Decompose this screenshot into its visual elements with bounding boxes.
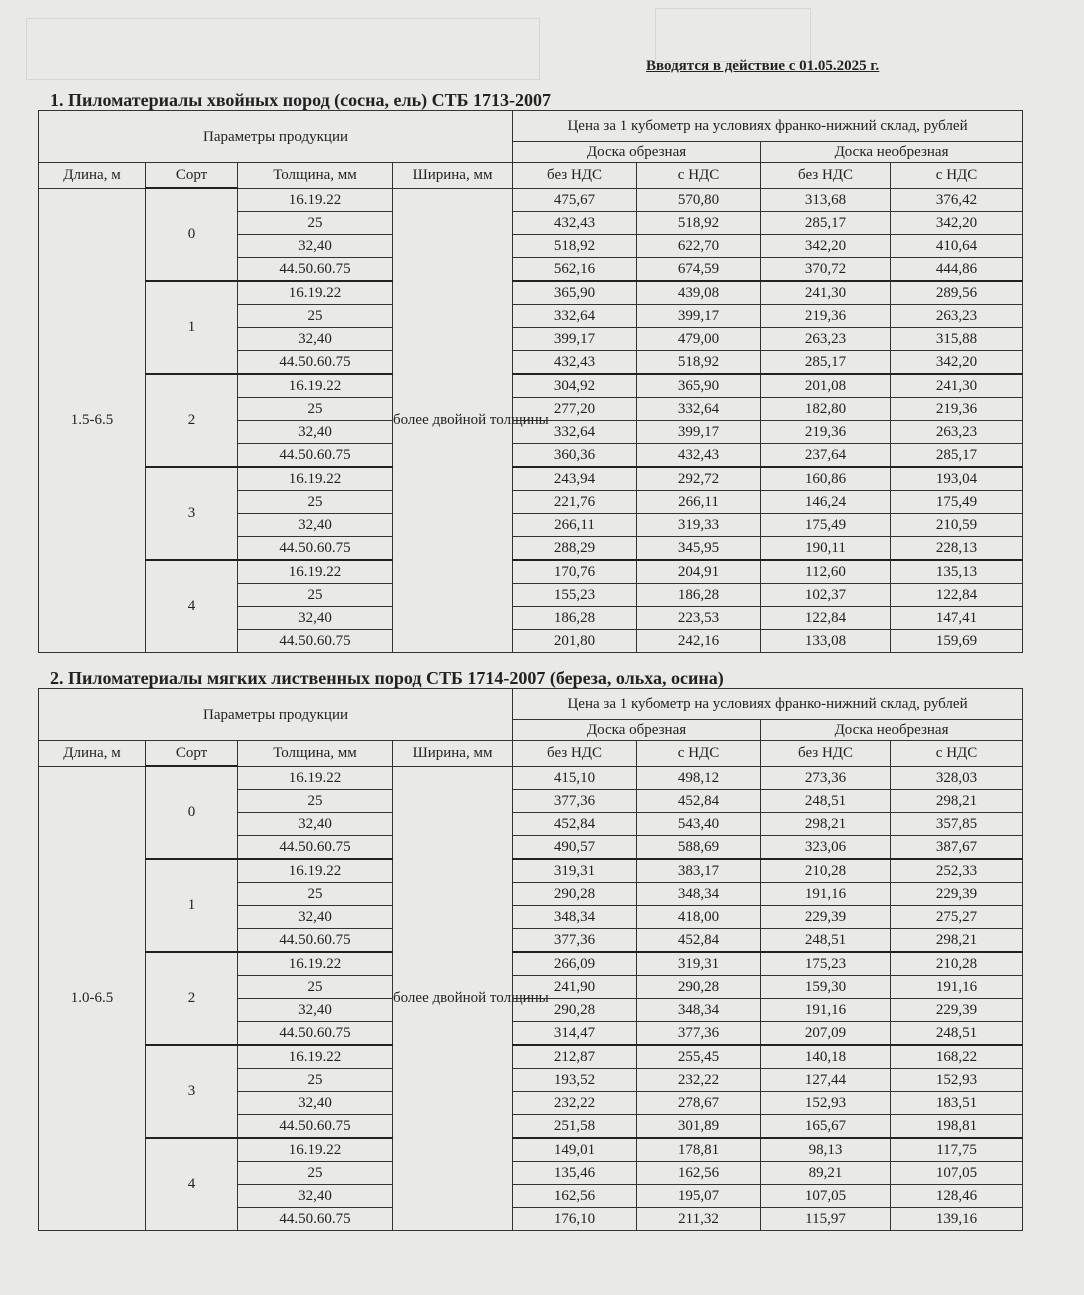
unedged-vat-cell: 342,20: [891, 211, 1023, 234]
col-grade-header: Сорт: [146, 163, 238, 189]
table-row: [39, 859, 1023, 883]
thickness-cell: 32,40: [238, 812, 393, 835]
thickness-cell: 25: [238, 789, 393, 812]
edged-vat-cell: 319,33: [637, 513, 761, 536]
price-table-hardwood: [38, 688, 1023, 1231]
section-2-title: 2. Пиломатериалы мягких лиственных пород СТБ 1714-2007 (береза, ольха, осина): [50, 668, 724, 688]
col-edged-vat-header: с НДС: [637, 741, 761, 767]
edged-no-vat-cell: 135,46: [513, 1161, 637, 1184]
col-edged-no-vat-header: без НДС: [513, 741, 637, 767]
thickness-cell: 32,40: [238, 327, 393, 350]
unedged-vat-cell: 183,51: [891, 1091, 1023, 1114]
unedged-vat-cell: 135,13: [891, 560, 1023, 584]
thickness-cell: 44.50.60.75: [238, 350, 393, 374]
unedged-no-vat-cell: 191,16: [761, 998, 891, 1021]
thickness-cell: 32,40: [238, 1091, 393, 1114]
edged-no-vat-cell: 186,28: [513, 606, 637, 629]
thickness-cell: 44.50.60.75: [238, 536, 393, 560]
price-table-softwood: [38, 110, 1023, 653]
col-thickness-header: Толщина, мм: [238, 163, 393, 189]
edged-no-vat-cell: 475,67: [513, 188, 637, 211]
unedged-no-vat-cell: 229,39: [761, 905, 891, 928]
unedged-vat-cell: 298,21: [891, 928, 1023, 952]
thickness-cell: 44.50.60.75: [238, 443, 393, 467]
edged-vat-cell: 383,17: [637, 859, 761, 883]
unedged-vat-cell: 228,13: [891, 536, 1023, 560]
edged-no-vat-cell: 314,47: [513, 1021, 637, 1045]
edged-no-vat-cell: 360,36: [513, 443, 637, 467]
edged-no-vat-cell: 452,84: [513, 812, 637, 835]
edged-vat-cell: 452,84: [637, 789, 761, 812]
thickness-cell: 16.19.22: [238, 188, 393, 211]
edged-vat-cell: 345,95: [637, 536, 761, 560]
thickness-cell: 44.50.60.75: [238, 1114, 393, 1138]
edged-no-vat-cell: 232,22: [513, 1091, 637, 1114]
edged-no-vat-cell: 251,58: [513, 1114, 637, 1138]
thickness-cell: 16.19.22: [238, 1045, 393, 1069]
grade-cell: 1: [146, 281, 238, 374]
unedged-no-vat-cell: 370,72: [761, 257, 891, 281]
edged-vat-cell: 186,28: [637, 583, 761, 606]
unedged-no-vat-cell: 182,80: [761, 397, 891, 420]
unedged-vat-cell: 168,22: [891, 1045, 1023, 1069]
unedged-vat-cell: 241,30: [891, 374, 1023, 398]
edged-vat-cell: 543,40: [637, 812, 761, 835]
edged-vat-cell: 432,43: [637, 443, 761, 467]
unedged-no-vat-cell: 285,17: [761, 350, 891, 374]
unedged-vat-cell: 147,41: [891, 606, 1023, 629]
edged-vat-cell: 204,91: [637, 560, 761, 584]
thickness-cell: 32,40: [238, 234, 393, 257]
table-row: [39, 952, 1023, 976]
thickness-cell: 25: [238, 211, 393, 234]
unedged-no-vat-cell: 323,06: [761, 835, 891, 859]
edged-no-vat-cell: 319,31: [513, 859, 637, 883]
unedged-vat-cell: 376,42: [891, 188, 1023, 211]
edged-no-vat-cell: 266,11: [513, 513, 637, 536]
edged-vat-cell: 418,00: [637, 905, 761, 928]
grade-cell: 2: [146, 952, 238, 1045]
edged-vat-cell: 242,16: [637, 629, 761, 652]
grade-cell: 3: [146, 467, 238, 560]
edged-no-vat-cell: 290,28: [513, 998, 637, 1021]
edged-vat-cell: 319,31: [637, 952, 761, 976]
unedged-board-header: Доска необрезная: [761, 720, 1023, 741]
unedged-no-vat-cell: 133,08: [761, 629, 891, 652]
grade-cell: 2: [146, 374, 238, 467]
edged-vat-cell: 518,92: [637, 211, 761, 234]
bleed-through-box-left: [26, 18, 540, 80]
unedged-no-vat-cell: 207,09: [761, 1021, 891, 1045]
unedged-vat-cell: 263,23: [891, 304, 1023, 327]
edged-vat-cell: 479,00: [637, 327, 761, 350]
grade-cell: 1: [146, 859, 238, 952]
table-row: [39, 188, 1023, 211]
unedged-board-header: Доска необрезная: [761, 142, 1023, 163]
section-1-title: 1. Пиломатериалы хвойных пород (сосна, ель) СТБ 1713-2007: [50, 90, 552, 110]
edged-vat-cell: 365,90: [637, 374, 761, 398]
edged-vat-cell: 255,45: [637, 1045, 761, 1069]
unedged-vat-cell: 107,05: [891, 1161, 1023, 1184]
edged-vat-cell: 570,80: [637, 188, 761, 211]
edged-no-vat-cell: 290,28: [513, 882, 637, 905]
edged-no-vat-cell: 562,16: [513, 257, 637, 281]
edged-vat-cell: 498,12: [637, 766, 761, 789]
unedged-no-vat-cell: 237,64: [761, 443, 891, 467]
thickness-cell: 44.50.60.75: [238, 1021, 393, 1045]
grade-cell: 4: [146, 1138, 238, 1231]
unedged-vat-cell: 128,46: [891, 1184, 1023, 1207]
edged-vat-cell: 399,17: [637, 304, 761, 327]
table-row: [39, 1138, 1023, 1162]
unedged-vat-cell: 275,27: [891, 905, 1023, 928]
col-width-header: Ширина, мм: [393, 741, 513, 767]
edged-no-vat-cell: 155,23: [513, 583, 637, 606]
unedged-no-vat-cell: 102,37: [761, 583, 891, 606]
thickness-cell: 32,40: [238, 513, 393, 536]
edged-no-vat-cell: 348,34: [513, 905, 637, 928]
thickness-cell: 32,40: [238, 1184, 393, 1207]
edged-no-vat-cell: 399,17: [513, 327, 637, 350]
unedged-vat-cell: 210,28: [891, 952, 1023, 976]
effective-date: Вводятся в действие с 01.05.2025 г.: [646, 58, 880, 74]
unedged-no-vat-cell: 313,68: [761, 188, 891, 211]
unedged-no-vat-cell: 248,51: [761, 928, 891, 952]
unedged-vat-cell: 229,39: [891, 882, 1023, 905]
thickness-cell: 16.19.22: [238, 859, 393, 883]
unedged-vat-cell: 117,75: [891, 1138, 1023, 1162]
unedged-no-vat-cell: 219,36: [761, 304, 891, 327]
unedged-vat-cell: 410,64: [891, 234, 1023, 257]
unedged-vat-cell: 229,39: [891, 998, 1023, 1021]
unedged-no-vat-cell: 122,84: [761, 606, 891, 629]
edged-vat-cell: 278,67: [637, 1091, 761, 1114]
edged-no-vat-cell: 304,92: [513, 374, 637, 398]
unedged-vat-cell: 444,86: [891, 257, 1023, 281]
unedged-vat-cell: 387,67: [891, 835, 1023, 859]
edged-no-vat-cell: 201,80: [513, 629, 637, 652]
thickness-cell: 44.50.60.75: [238, 1207, 393, 1230]
edged-board-header: Доска обрезная: [513, 720, 761, 741]
edged-vat-cell: 348,34: [637, 998, 761, 1021]
edged-no-vat-cell: 212,87: [513, 1045, 637, 1069]
unedged-vat-cell: 315,88: [891, 327, 1023, 350]
thickness-cell: 16.19.22: [238, 560, 393, 584]
unedged-no-vat-cell: 210,28: [761, 859, 891, 883]
thickness-cell: 44.50.60.75: [238, 629, 393, 652]
unedged-vat-cell: 357,85: [891, 812, 1023, 835]
edged-vat-cell: 399,17: [637, 420, 761, 443]
unedged-vat-cell: 191,16: [891, 975, 1023, 998]
unedged-no-vat-cell: 263,23: [761, 327, 891, 350]
length-cell: 1.0-6.5: [39, 766, 146, 1230]
thickness-cell: 32,40: [238, 905, 393, 928]
edged-no-vat-cell: 377,36: [513, 928, 637, 952]
unedged-vat-cell: 152,93: [891, 1068, 1023, 1091]
width-cell: более двойной толщины: [393, 766, 513, 1230]
price-header: Цена за 1 кубометр на условиях франко-нижний склад, рублей: [513, 111, 1023, 142]
unedged-no-vat-cell: 248,51: [761, 789, 891, 812]
unedged-vat-cell: 219,36: [891, 397, 1023, 420]
edged-vat-cell: 588,69: [637, 835, 761, 859]
thickness-cell: 16.19.22: [238, 952, 393, 976]
edged-vat-cell: 162,56: [637, 1161, 761, 1184]
thickness-cell: 16.19.22: [238, 1138, 393, 1162]
price-header: Цена за 1 кубометр на условиях франко-нижний склад, рублей: [513, 689, 1023, 720]
edged-vat-cell: 518,92: [637, 350, 761, 374]
edged-vat-cell: 377,36: [637, 1021, 761, 1045]
thickness-cell: 25: [238, 1161, 393, 1184]
edged-vat-cell: 348,34: [637, 882, 761, 905]
edged-no-vat-cell: 176,10: [513, 1207, 637, 1230]
col-unedged-no-vat-header: без НДС: [761, 741, 891, 767]
unedged-vat-cell: 175,49: [891, 490, 1023, 513]
grade-cell: 0: [146, 188, 238, 281]
col-length-header: Длина, м: [39, 163, 146, 189]
thickness-cell: 25: [238, 397, 393, 420]
unedged-vat-cell: 252,33: [891, 859, 1023, 883]
unedged-no-vat-cell: 107,05: [761, 1184, 891, 1207]
unedged-no-vat-cell: 165,67: [761, 1114, 891, 1138]
unedged-vat-cell: 210,59: [891, 513, 1023, 536]
unedged-no-vat-cell: 89,21: [761, 1161, 891, 1184]
edged-no-vat-cell: 162,56: [513, 1184, 637, 1207]
edged-no-vat-cell: 288,29: [513, 536, 637, 560]
thickness-cell: 25: [238, 583, 393, 606]
edged-vat-cell: 195,07: [637, 1184, 761, 1207]
thickness-cell: 32,40: [238, 420, 393, 443]
thickness-cell: 25: [238, 490, 393, 513]
unedged-no-vat-cell: 175,49: [761, 513, 891, 536]
col-grade-header: Сорт: [146, 741, 238, 767]
unedged-vat-cell: 193,04: [891, 467, 1023, 491]
table-row: [39, 1045, 1023, 1069]
unedged-no-vat-cell: 98,13: [761, 1138, 891, 1162]
edged-vat-cell: 452,84: [637, 928, 761, 952]
unedged-no-vat-cell: 342,20: [761, 234, 891, 257]
edged-no-vat-cell: 266,09: [513, 952, 637, 976]
col-width-header: Ширина, мм: [393, 163, 513, 189]
unedged-vat-cell: 248,51: [891, 1021, 1023, 1045]
edged-vat-cell: 292,72: [637, 467, 761, 491]
edged-no-vat-cell: 149,01: [513, 1138, 637, 1162]
unedged-no-vat-cell: 127,44: [761, 1068, 891, 1091]
unedged-no-vat-cell: 115,97: [761, 1207, 891, 1230]
unedged-vat-cell: 342,20: [891, 350, 1023, 374]
unedged-vat-cell: 122,84: [891, 583, 1023, 606]
unedged-no-vat-cell: 160,86: [761, 467, 891, 491]
unedged-vat-cell: 159,69: [891, 629, 1023, 652]
unedged-no-vat-cell: 175,23: [761, 952, 891, 976]
edged-vat-cell: 290,28: [637, 975, 761, 998]
unedged-no-vat-cell: 219,36: [761, 420, 891, 443]
unedged-vat-cell: 198,81: [891, 1114, 1023, 1138]
col-unedged-vat-header: с НДС: [891, 741, 1023, 767]
edged-no-vat-cell: 332,64: [513, 420, 637, 443]
edged-no-vat-cell: 221,76: [513, 490, 637, 513]
edged-vat-cell: 332,64: [637, 397, 761, 420]
edged-no-vat-cell: 365,90: [513, 281, 637, 305]
edged-no-vat-cell: 277,20: [513, 397, 637, 420]
edged-no-vat-cell: 377,36: [513, 789, 637, 812]
thickness-cell: 16.19.22: [238, 374, 393, 398]
edged-vat-cell: 622,70: [637, 234, 761, 257]
unedged-no-vat-cell: 159,30: [761, 975, 891, 998]
unedged-no-vat-cell: 146,24: [761, 490, 891, 513]
thickness-cell: 16.19.22: [238, 281, 393, 305]
edged-no-vat-cell: 415,10: [513, 766, 637, 789]
thickness-cell: 44.50.60.75: [238, 257, 393, 281]
col-length-header: Длина, м: [39, 741, 146, 767]
unedged-vat-cell: 289,56: [891, 281, 1023, 305]
edged-vat-cell: 266,11: [637, 490, 761, 513]
col-edged-no-vat-header: без НДС: [513, 163, 637, 189]
edged-vat-cell: 178,81: [637, 1138, 761, 1162]
edged-board-header: Доска обрезная: [513, 142, 761, 163]
thickness-cell: 32,40: [238, 606, 393, 629]
thickness-cell: 25: [238, 882, 393, 905]
unedged-vat-cell: 263,23: [891, 420, 1023, 443]
unedged-no-vat-cell: 285,17: [761, 211, 891, 234]
edged-no-vat-cell: 193,52: [513, 1068, 637, 1091]
thickness-cell: 16.19.22: [238, 766, 393, 789]
unedged-vat-cell: 328,03: [891, 766, 1023, 789]
edged-vat-cell: 223,53: [637, 606, 761, 629]
thickness-cell: 32,40: [238, 998, 393, 1021]
edged-vat-cell: 439,08: [637, 281, 761, 305]
edged-no-vat-cell: 432,43: [513, 211, 637, 234]
unedged-no-vat-cell: 191,16: [761, 882, 891, 905]
grade-cell: 0: [146, 766, 238, 859]
edged-no-vat-cell: 332,64: [513, 304, 637, 327]
edged-no-vat-cell: 490,57: [513, 835, 637, 859]
thickness-cell: 25: [238, 1068, 393, 1091]
edged-vat-cell: 301,89: [637, 1114, 761, 1138]
unedged-vat-cell: 139,16: [891, 1207, 1023, 1230]
edged-no-vat-cell: 518,92: [513, 234, 637, 257]
length-cell: 1.5-6.5: [39, 188, 146, 652]
table-row: [39, 560, 1023, 584]
params-header: Параметры продукции: [39, 111, 513, 163]
col-unedged-vat-header: с НДС: [891, 163, 1023, 189]
edged-no-vat-cell: 243,94: [513, 467, 637, 491]
unedged-no-vat-cell: 140,18: [761, 1045, 891, 1069]
unedged-no-vat-cell: 298,21: [761, 812, 891, 835]
width-cell: более двойной толщины: [393, 188, 513, 652]
edged-vat-cell: 211,32: [637, 1207, 761, 1230]
edged-vat-cell: 232,22: [637, 1068, 761, 1091]
table-row: [39, 766, 1023, 789]
unedged-no-vat-cell: 273,36: [761, 766, 891, 789]
edged-no-vat-cell: 432,43: [513, 350, 637, 374]
unedged-vat-cell: 298,21: [891, 789, 1023, 812]
thickness-cell: 25: [238, 304, 393, 327]
grade-cell: 3: [146, 1045, 238, 1138]
edged-no-vat-cell: 241,90: [513, 975, 637, 998]
thickness-cell: 44.50.60.75: [238, 928, 393, 952]
thickness-cell: 16.19.22: [238, 467, 393, 491]
unedged-no-vat-cell: 190,11: [761, 536, 891, 560]
unedged-no-vat-cell: 112,60: [761, 560, 891, 584]
unedged-no-vat-cell: 201,08: [761, 374, 891, 398]
col-edged-vat-header: с НДС: [637, 163, 761, 189]
table-row: [39, 281, 1023, 305]
grade-cell: 4: [146, 560, 238, 653]
table-row: [39, 467, 1023, 491]
table-row: [39, 374, 1023, 398]
edged-vat-cell: 674,59: [637, 257, 761, 281]
col-unedged-no-vat-header: без НДС: [761, 163, 891, 189]
thickness-cell: 25: [238, 975, 393, 998]
col-thickness-header: Толщина, мм: [238, 741, 393, 767]
unedged-no-vat-cell: 152,93: [761, 1091, 891, 1114]
edged-no-vat-cell: 170,76: [513, 560, 637, 584]
bleed-through-box-right: [655, 8, 811, 62]
params-header: Параметры продукции: [39, 689, 513, 741]
unedged-vat-cell: 285,17: [891, 443, 1023, 467]
unedged-no-vat-cell: 241,30: [761, 281, 891, 305]
thickness-cell: 44.50.60.75: [238, 835, 393, 859]
